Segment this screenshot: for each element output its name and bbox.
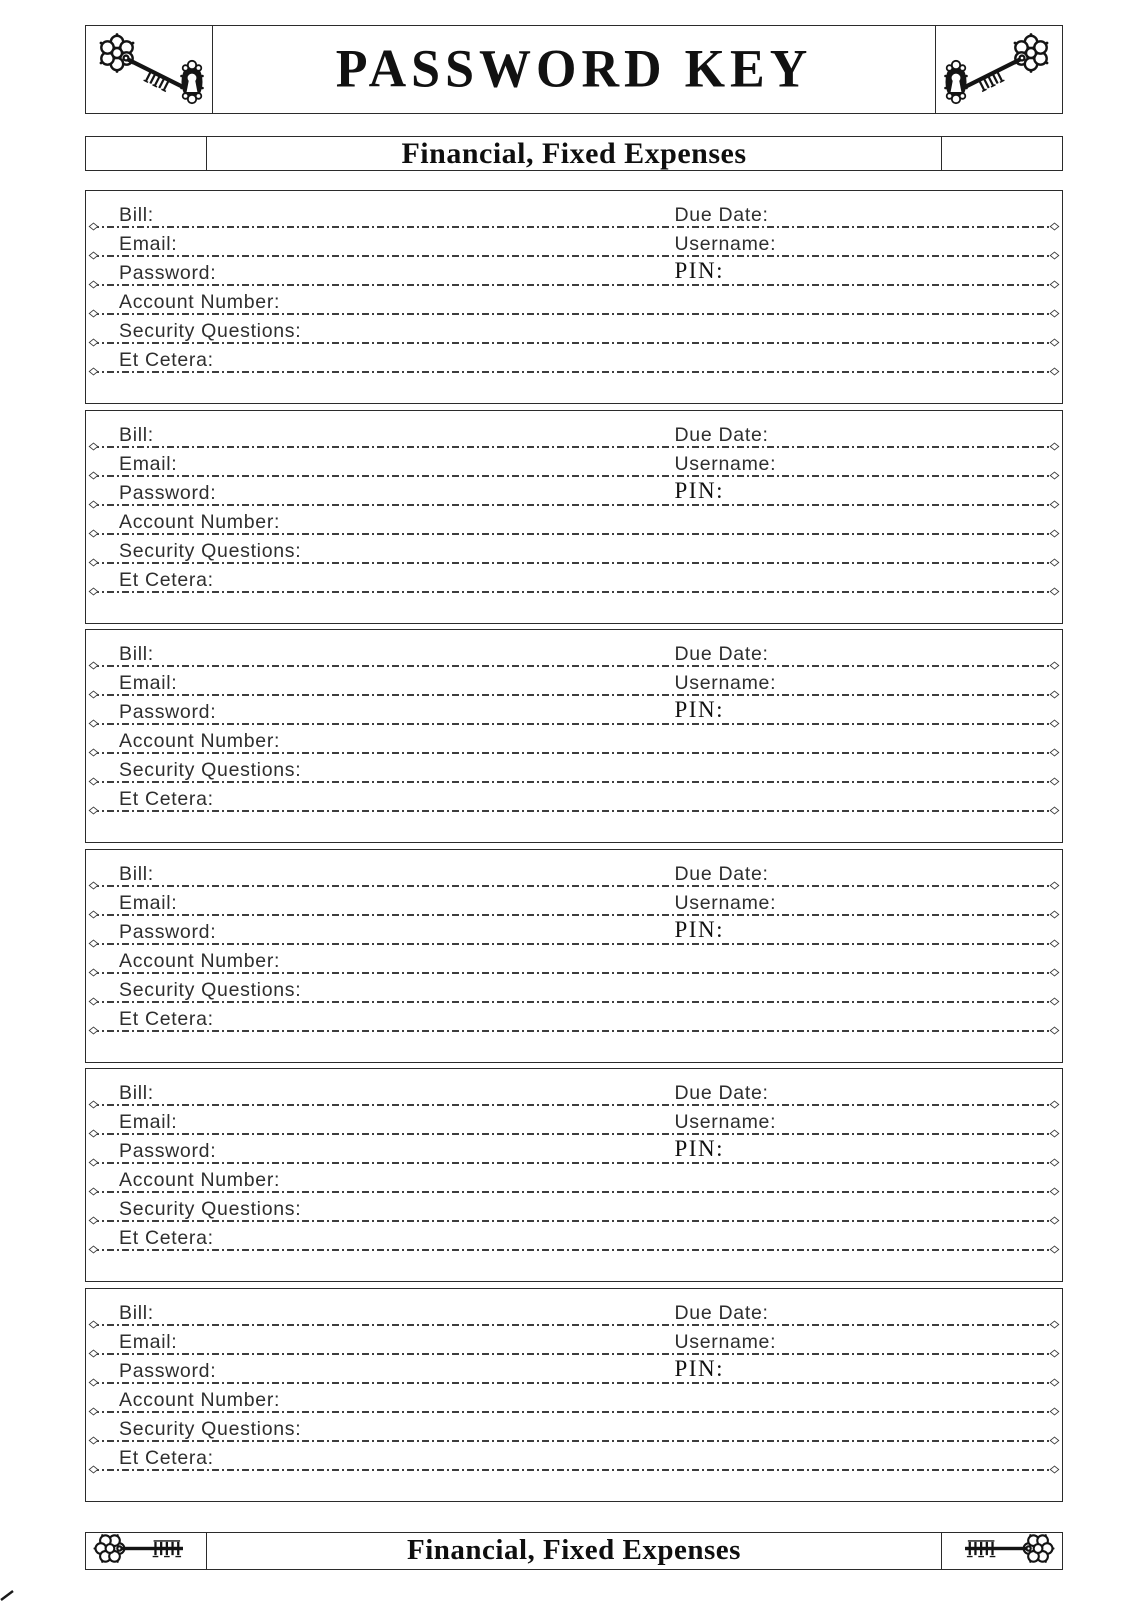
security-questions-row [86,1413,1062,1442]
et-cetera-row [86,344,1062,373]
write-line [92,591,1056,593]
password-label: Password: [119,920,217,943]
key-toward-keyhole-icon-mirrored [940,26,1058,113]
account-number-label: Account Number: [119,291,281,313]
key-toward-keyhole-icon [90,26,208,113]
security-questions-label: Security Questions: [119,1198,302,1220]
security-questions-row [86,315,1062,344]
write-line [92,1030,1056,1032]
due-date-label: Due Date: [674,1301,769,1324]
diamond-left-icon [89,1026,99,1034]
bill-row [86,1297,1062,1326]
account-number-label: Account Number: [119,730,281,752]
password-entry-block [85,1288,1063,1502]
et-cetera-label: Et Cetera: [119,349,214,371]
security-questions-label: Security Questions: [119,320,302,342]
footer-title: Financial, Fixed Expenses [407,1534,741,1566]
email-row [86,1326,1062,1355]
password-label: Password: [119,262,217,284]
password-row [86,257,1062,286]
et-cetera-label: Et Cetera: [119,788,214,810]
password-entry-block [85,410,1063,624]
email-label: Email: [119,1111,178,1133]
footer-bar [85,1532,1063,1570]
write-line [92,1469,1056,1471]
security-questions-row [86,754,1062,783]
email-label: Email: [119,233,178,255]
password-entry-block [85,849,1063,1063]
page-title: PASSWORD KEY [335,39,813,100]
diamond-left-icon [89,1465,99,1473]
diamond-left-icon [89,1246,99,1254]
account-number-row [86,945,1062,974]
footer-right-cell [941,1533,1062,1569]
category-title: Financial, Fixed Expenses [401,136,747,170]
diamond-right-icon [1050,368,1060,376]
security-questions-label: Security Questions: [119,539,302,562]
corner-artifact [0,1588,15,1606]
category-right-cell [941,137,1062,170]
security-questions-label: Security Questions: [119,759,302,781]
pin-label: PIN: [674,258,724,283]
password-label: Password: [119,1140,217,1162]
bill-label: Bill: [119,862,154,885]
header-right-cell [935,26,1062,113]
security-questions-row [86,974,1062,1003]
pin-label: PIN: [674,697,724,722]
et-cetera-label: Et Cetera: [119,1446,214,1469]
account-number-label: Account Number: [119,1388,281,1411]
email-row [86,887,1062,916]
password-entry-block [85,1068,1063,1282]
write-line [92,1249,1056,1251]
et-cetera-row [86,564,1062,593]
category-left-cell [86,137,207,170]
account-number-row [86,286,1062,315]
et-cetera-row [86,1442,1062,1471]
bill-label: Bill: [119,643,154,665]
diamond-right-icon [1050,1246,1060,1254]
email-label: Email: [119,891,178,914]
email-label: Email: [119,1330,178,1353]
write-line [92,810,1056,812]
due-date-label: Due Date: [674,862,769,885]
due-date-label: Due Date: [674,423,769,446]
username-label: Username: [674,672,777,694]
username-label: Username: [674,452,777,475]
bill-row [86,638,1062,667]
account-number-label: Account Number: [119,949,281,972]
bill-row [86,858,1062,887]
header-bar [85,25,1063,114]
account-number-row [86,1384,1062,1413]
et-cetera-row [86,1222,1062,1251]
diamond-left-icon [89,807,99,815]
bill-label: Bill: [119,423,154,446]
pin-label: PIN: [674,477,724,503]
diamond-right-icon [1050,587,1060,595]
bill-label: Bill: [119,1082,154,1104]
bill-row [86,199,1062,228]
et-cetera-row [86,1003,1062,1032]
bill-label: Bill: [119,204,154,226]
due-date-label: Due Date: [674,204,769,226]
et-cetera-row [86,783,1062,812]
password-entry-block [85,190,1063,404]
bill-row [86,1077,1062,1106]
security-questions-row [86,1193,1062,1222]
pin-label: PIN: [674,916,724,942]
security-questions-row [86,535,1062,564]
email-row [86,448,1062,477]
skeleton-key-icon-mirrored [947,1530,1057,1572]
username-label: Username: [674,1330,777,1353]
et-cetera-label: Et Cetera: [119,1007,214,1030]
diamond-left-icon [89,368,99,376]
account-number-label: Account Number: [119,1169,281,1191]
write-line [92,371,1056,373]
bill-label: Bill: [119,1301,154,1324]
et-cetera-label: Et Cetera: [119,1227,214,1249]
email-row [86,1106,1062,1135]
account-number-row [86,506,1062,535]
username-label: Username: [674,233,777,255]
password-label: Password: [119,701,217,723]
due-date-label: Due Date: [674,1082,769,1104]
diamond-right-icon [1050,1026,1060,1034]
account-number-row [86,1164,1062,1193]
password-entry-block [85,629,1063,843]
security-questions-label: Security Questions: [119,978,302,1001]
header-left-cell [86,26,213,113]
bill-row [86,419,1062,448]
entry-blocks [85,190,1063,1502]
account-number-label: Account Number: [119,510,281,533]
password-label: Password: [119,481,217,504]
email-label: Email: [119,452,178,475]
pin-label: PIN: [674,1136,724,1161]
password-row [86,916,1062,945]
security-questions-label: Security Questions: [119,1417,302,1440]
password-label: Password: [119,1359,217,1382]
diamond-right-icon [1050,1465,1060,1473]
category-bar [85,136,1063,171]
skeleton-key-icon [91,1530,201,1572]
username-label: Username: [674,891,777,914]
username-label: Username: [674,1111,777,1133]
diamond-right-icon [1050,807,1060,815]
password-row [86,477,1062,506]
pin-label: PIN: [674,1355,724,1381]
email-row [86,228,1062,257]
due-date-label: Due Date: [674,643,769,665]
email-row [86,667,1062,696]
footer-left-cell [86,1533,207,1569]
password-row [86,1355,1062,1384]
account-number-row [86,725,1062,754]
et-cetera-label: Et Cetera: [119,568,214,591]
email-label: Email: [119,672,178,694]
password-row [86,1135,1062,1164]
diamond-left-icon [89,587,99,595]
password-row [86,696,1062,725]
